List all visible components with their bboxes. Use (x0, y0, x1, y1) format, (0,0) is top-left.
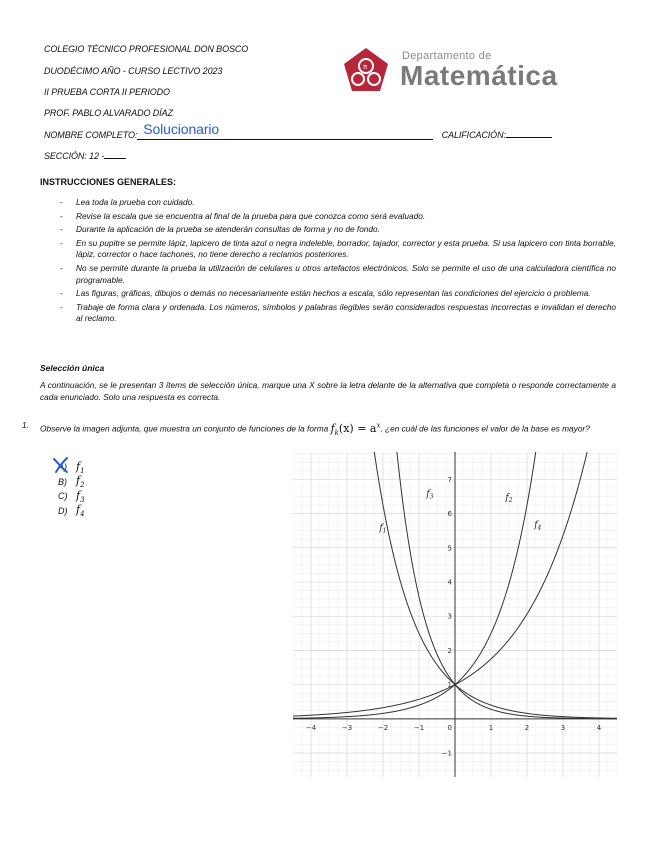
logo-pentagon-icon (342, 46, 390, 94)
course-year: DUODÉCIMO AÑO - CURSO LECTIVO 2023 (44, 66, 223, 76)
name-label: NOMBRE COMPLETO: (44, 130, 138, 140)
x-tick-label: 1 (488, 723, 494, 732)
question-text (40, 420, 618, 439)
y-tick-label: 1 (447, 681, 452, 690)
grade-label: CALIFICACIÓN: (441, 130, 506, 140)
instructions-list (60, 197, 616, 327)
y-tick-label: −1 (441, 749, 452, 758)
name-value: Solucionario (143, 121, 220, 137)
logo-subtitle: Departamento de (402, 50, 492, 62)
y-tick-label: 2 (447, 646, 452, 655)
svg-text:π: π (363, 63, 368, 71)
curve-label-f4: $f_4$ (534, 520, 542, 532)
school-name: COLEGIO TÉCNICO PROFESIONAL DON BOSCO (44, 44, 249, 54)
test-name: II PRUEBA CORTA II PERIODO (44, 87, 170, 97)
section-row (44, 150, 126, 161)
curve-label-f2: $f_2$ (505, 492, 513, 504)
x-tick-label: −1 (413, 723, 425, 732)
instruction-item: - Revise la escala que se encuentra al final de la prueba para que conozca como será evaluado. (60, 211, 616, 223)
instruction-item: - Lea toda la prueba con cuidado. (60, 197, 616, 209)
y-tick-label: 6 (447, 510, 452, 519)
option-b[interactable] (58, 475, 85, 490)
option-letter: B) (58, 476, 67, 487)
x-tick-label: 4 (596, 723, 602, 732)
exponential-functions-graph (293, 452, 617, 777)
name-row (44, 122, 604, 140)
logo-title: Matemática (400, 60, 558, 91)
instruction-item: - No se permite durante la prueba la utilización de celulares u otros artefactos electrónicos. Solo se permite el uso de una calculadora científica no programable. (60, 263, 616, 286)
option-a[interactable] (58, 460, 85, 475)
department-logo (340, 44, 610, 100)
instruction-item: - Durante la aplicación de la prueba se atenderán consultas de forma y no de fondo. (60, 224, 616, 236)
y-tick-label: 5 (447, 544, 452, 553)
question-text-after: , ¿en cuál de las funciones el valor de la base es mayor? (380, 423, 590, 434)
x-tick-label: 3 (560, 723, 566, 732)
option-c[interactable] (58, 489, 85, 504)
option-function: $f_2$ (76, 474, 85, 490)
option-letter: D) (58, 505, 68, 516)
curve-label-f1: $f_1$ (379, 523, 387, 535)
option-d[interactable] (58, 504, 85, 519)
x-tick-label: −2 (377, 723, 389, 732)
y-tick-label: 3 (447, 612, 452, 621)
instructions-title: INSTRUCCIONES GENERALES: (40, 177, 177, 187)
option-function: $f_4$ (76, 503, 85, 519)
instruction-item: - En su pupitre se permite lápiz, lapicero de tinta azul o negra indeleble, borrador, tajador, corrector y esta prueba. Si usa lapicero con tinta borrable, lápiz, corrector o hace tachones, no tiene derecho a reclamos posteriores. (60, 238, 616, 261)
curve-label-f3: $f_3$ (426, 489, 434, 501)
name-field[interactable] (137, 121, 433, 140)
selection-title: Selección única (40, 363, 105, 373)
x-tick-label: −4 (305, 723, 317, 732)
origin-label: 0 (447, 723, 452, 732)
section-label: SECCIÓN: 12 - (44, 151, 105, 161)
instruction-item: - Trabaje de forma clara y ordenada. Los números, símbolos y palabras ilegibles serán considerados respuestas incorrectas e invalidan el derecho al reclamo. (60, 302, 616, 325)
teacher-name: PROF. PABLO ALVARADO DÍAZ (44, 108, 173, 118)
option-letter: A) (58, 462, 67, 473)
question-number: 1. (22, 420, 29, 430)
x-tick-label: 2 (524, 723, 530, 732)
grade-field[interactable] (506, 128, 552, 138)
section-field[interactable] (104, 150, 126, 159)
y-tick-label: 4 (447, 578, 452, 587)
y-tick-label: 7 (447, 475, 452, 484)
question-text-before: Observe la imagen adjunta, que muestra un conjunto de funciones de la forma (40, 423, 331, 434)
option-function: $f_1$ (76, 459, 85, 475)
option-function: $f_3$ (76, 488, 85, 504)
x-mark-icon (52, 456, 70, 474)
instruction-item: - Las figuras, gráficas, dibujos o demás no necesariamente están hechos a escala, sólo representan las condiciones del ejercicio o problema. (60, 288, 616, 300)
question-formula: $f_k(x) = a^x$ (330, 421, 381, 437)
x-tick-label: −3 (341, 723, 353, 732)
answer-options (58, 460, 85, 518)
selection-instructions: A continuación, se le presentan 3 ítems de selección única, marque una X sobre la letra delante de la alternativa que completa o responde correctamente a cada enunciado. Solo una respuesta es correcta. (40, 380, 616, 402)
option-letter: C) (58, 491, 68, 502)
